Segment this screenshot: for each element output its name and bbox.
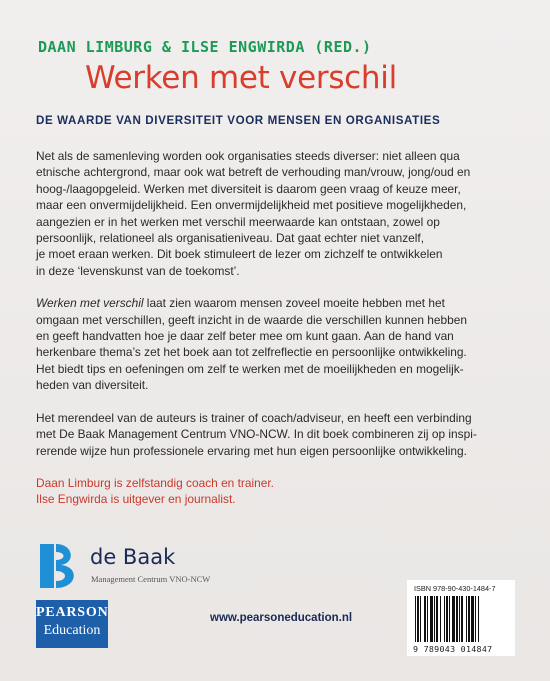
book-subtitle: DE WAARDE VAN DIVERSITEIT VOOR MENSEN EN ORGANISATIES [36, 114, 441, 127]
text-line: Het biedt tips en oefeningen om zelf te werken met de moeilijkheden en mogelijk- [36, 361, 464, 376]
barcode-bar [478, 596, 479, 642]
barcode-bar [475, 596, 476, 642]
text-line: Het merendeel van de auteurs is trainer of coach/adviseur, en heeft een verbinding [36, 410, 472, 425]
barcode-bar [415, 596, 416, 642]
text-line: maar een onvermijdelijkheid. Een onvermijdelijkheid met positieve mogelijkheden, [36, 198, 467, 213]
text-line: heden van diversiteit. [36, 378, 149, 393]
text-line: etnische achtergrond, maar ook wat betreft de verhouding man/vrouw, jong/oud en [36, 165, 471, 180]
baak-name: de Baak [90, 545, 176, 569]
authors: DAAN LIMBURG & ILSE ENGWIRDA (RED.) [38, 38, 372, 56]
blurb [36, 148, 516, 524]
text-line: in deze ‘levenskunst van de toekomst’. [36, 263, 240, 278]
paragraph-2 [36, 295, 516, 393]
barcode-bar [444, 596, 445, 642]
book-title: Werken met verschil [85, 60, 397, 96]
text-line: en geeft handvatten hoe je daar zelf beter mee om kunt gaan. Aan de hand van [36, 329, 454, 344]
barcode-bar [434, 596, 435, 642]
text-line: hoog-/laagopgeleid. Werken met diversiteit is daarom geen vraag of keuze meer, [36, 181, 461, 196]
bio-line: Ilse Engwirda is uitgever en journalist. [36, 492, 236, 507]
paragraph-3 [36, 410, 516, 459]
text-line: met De Baak Management Centrum VNO-NCW. In dit boek combineren zij op inspi- [36, 427, 477, 442]
paragraph-1 [36, 148, 516, 279]
text-span: laat zien waarom mensen zoveel moeite hebben met het [143, 296, 445, 311]
baak-subtitle: Management Centrum VNO-NCW [91, 574, 211, 584]
bio-line: Daan Limburg is zelfstandig coach en trainer. [36, 475, 274, 490]
barcode-bar [430, 596, 433, 642]
barcode-icon [415, 596, 507, 642]
barcode-bar [420, 596, 421, 642]
barcode-bar [452, 596, 455, 642]
barcode-number: 9 789043 014847 [413, 644, 493, 654]
barcode-bar [456, 596, 458, 642]
text-line: omgaan met verschillen, geeft inzicht in de waarde die verschillen kunnen hebben [36, 312, 467, 327]
barcode-bar [446, 596, 448, 642]
text-line [36, 295, 516, 311]
barcode-bar [424, 596, 426, 642]
barcode-bar [471, 596, 474, 642]
publisher-url: www.pearsoneducation.nl [210, 612, 353, 624]
text-line: Net als de samenleving worden ook organisaties steeds diverser: niet alleen qua [36, 149, 460, 163]
barcode-bar [459, 596, 460, 642]
barcode-bar [468, 596, 470, 642]
barcode-bar [440, 596, 441, 642]
text-line: rerende wijze hun professionele ervaring met hun eigen persoonlijke ontwikkeling. [36, 443, 467, 458]
barcode-bar [427, 596, 428, 642]
barcode-bar [449, 596, 450, 642]
text-line: persoonlijk, relationeel als organisatieniveau. Dat gaat echter niet vanzelf, [36, 231, 424, 246]
barcode-bar [436, 596, 438, 642]
barcode-bar [461, 596, 463, 642]
author-bios [36, 475, 516, 508]
baak-b-logo-icon [36, 540, 82, 592]
pearson-wordmark: PEARSON [36, 605, 109, 620]
text-line: aangezien er in het werken met verschil meerwaarde kan ontstaan, zowel op [36, 214, 440, 229]
pearson-logo-icon [36, 600, 108, 648]
isbn: ISBN 978-90-430-1484-7 [414, 584, 496, 593]
pearson-education: Education [43, 623, 101, 638]
barcode-panel [407, 580, 515, 656]
book-title-inline: Werken met verschil [36, 296, 144, 311]
text-line: je moet eraan werken. Dit boek stimuleert de lezer om zichzelf te ontwikkelen [36, 247, 443, 262]
barcode-bar [466, 596, 467, 642]
text-line: herkenbare thema’s zet het boek aan tot zelfreflectie en persoonlijke ontwikkeling. [36, 345, 467, 360]
barcode-bar [417, 596, 419, 642]
